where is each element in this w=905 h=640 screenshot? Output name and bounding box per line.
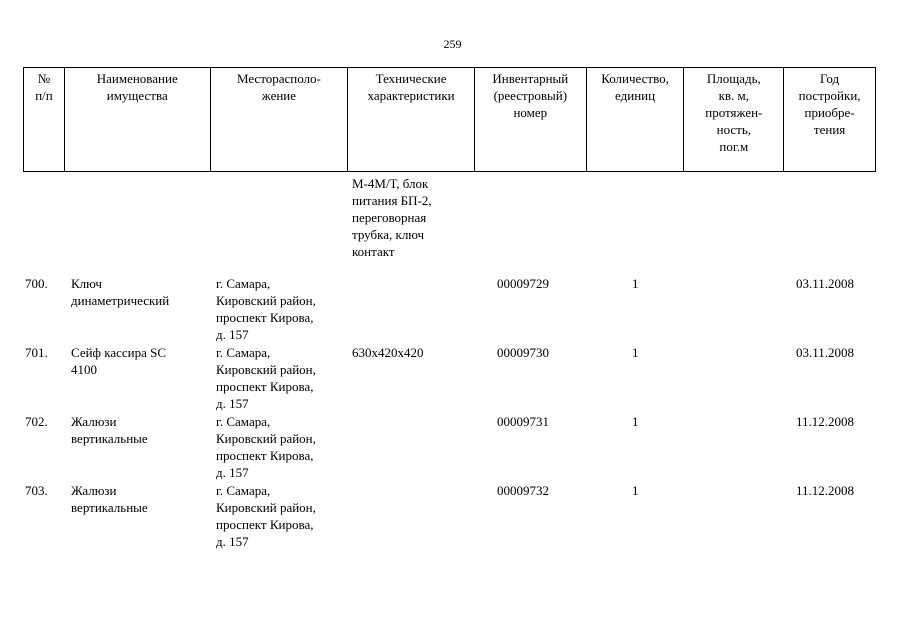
row-inventory: 00009729 bbox=[497, 276, 549, 291]
row-inventory: 00009731 bbox=[497, 414, 549, 429]
row-name: Жалюзи вертикальные bbox=[71, 483, 148, 515]
row-inventory: 00009730 bbox=[497, 345, 549, 360]
table-row bbox=[0, 413, 905, 481]
row-location: г. Самара, Кировский район, проспект Кирова, д. 157 bbox=[216, 276, 316, 342]
row-name: Ключ динаметрический bbox=[71, 276, 170, 308]
row-tech: 630х420х420 bbox=[352, 345, 424, 360]
table-row bbox=[0, 482, 905, 550]
row-location: г. Самара, Кировский район, проспект Кирова, д. 157 bbox=[216, 414, 316, 480]
table-row bbox=[0, 275, 905, 343]
header-inventory: Инвентарный (реестровый) номер bbox=[475, 68, 587, 171]
row-number: 703. bbox=[25, 483, 48, 498]
row-inventory: 00009732 bbox=[497, 483, 549, 498]
row-name: Жалюзи вертикальные bbox=[71, 414, 148, 446]
table-header bbox=[23, 67, 876, 172]
row-number: 700. bbox=[25, 276, 48, 291]
header-year: Год постройки, приобре- тения bbox=[798, 71, 861, 137]
header-tech: Технические характеристики bbox=[348, 68, 475, 171]
row-year: 11.12.2008 bbox=[796, 483, 855, 498]
row-name: Сейф кассира SC 4100 bbox=[71, 345, 167, 377]
row-number: 701. bbox=[25, 345, 48, 360]
row-quantity: 1 bbox=[632, 483, 639, 498]
row-location: г. Самара, Кировский район, проспект Кирова, д. 157 bbox=[216, 345, 316, 411]
header-number: № п/п bbox=[24, 68, 65, 171]
row-year: 03.11.2008 bbox=[796, 345, 855, 360]
page-number: 259 bbox=[443, 37, 462, 51]
header-area: Площадь, кв. м, протяжен- ность, пог.м bbox=[684, 68, 784, 171]
row-quantity: 1 bbox=[632, 345, 639, 360]
header-quantity: Количество, единиц bbox=[587, 68, 685, 171]
continued-tech-text: М-4М/Т, блок питания БП-2, переговорная трубка, ключ контакт bbox=[352, 176, 432, 259]
header-name: Наименование имущества bbox=[65, 68, 211, 171]
row-quantity: 1 bbox=[632, 414, 639, 429]
row-quantity: 1 bbox=[632, 276, 639, 291]
row-location: г. Самара, Кировский район, проспект Кирова, д. 157 bbox=[216, 483, 316, 549]
row-year: 11.12.2008 bbox=[796, 414, 855, 429]
table-row bbox=[0, 344, 905, 412]
row-year: 03.11.2008 bbox=[796, 276, 855, 291]
header-location: Месторасполо- жение bbox=[211, 68, 349, 171]
row-number: 702. bbox=[25, 414, 48, 429]
